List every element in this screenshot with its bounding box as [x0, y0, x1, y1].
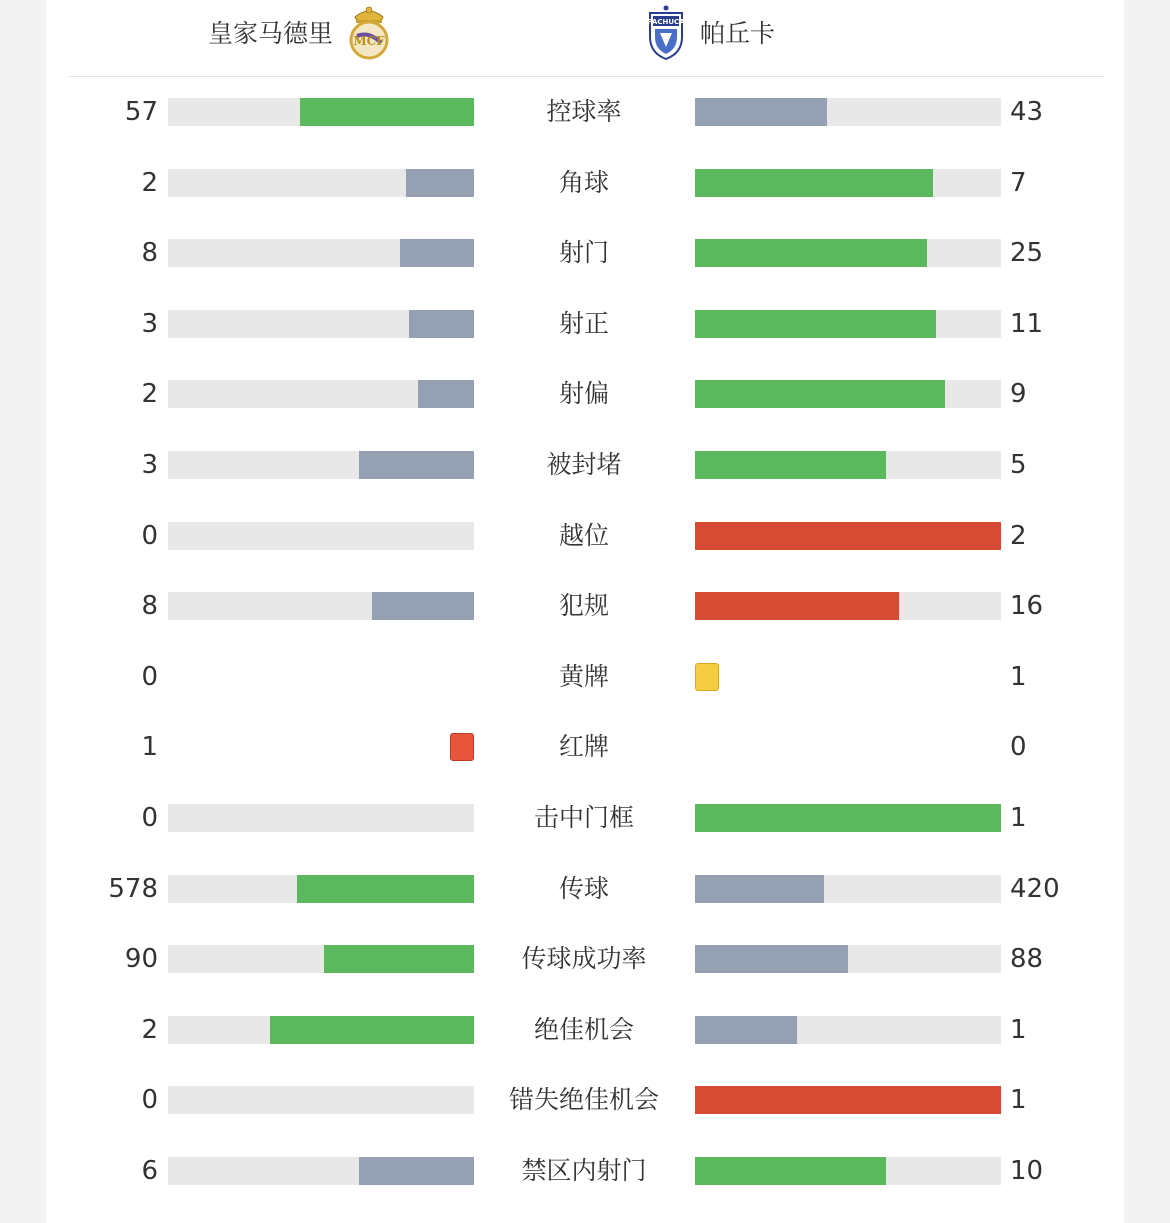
- away-stat-bar: [695, 169, 1001, 197]
- stat-row: [0, 304, 1170, 344]
- home-stat-bar: [168, 663, 474, 691]
- away-stat-bar: [695, 875, 1001, 903]
- home-stat-bar: [168, 592, 474, 620]
- away-stat-fill: [695, 169, 933, 197]
- stat-row: [0, 1080, 1170, 1120]
- away-stat-fill: [695, 451, 886, 479]
- home-team[interactable]: [208, 0, 391, 64]
- stat-row: [0, 869, 1170, 909]
- stat-label: 红牌: [558, 732, 609, 762]
- stat-row: [0, 163, 1170, 203]
- away-stat-value: 1: [1010, 661, 1027, 692]
- away-stat-bar: [695, 945, 1001, 973]
- home-stat-value: 0: [141, 661, 158, 692]
- away-stat-bar: [695, 98, 1001, 126]
- away-stat-bar: [695, 310, 1001, 338]
- yellow-card-icon: [695, 663, 719, 691]
- svg-text:MCF: MCF: [353, 34, 385, 48]
- pachuca-crest-icon: [646, 3, 686, 61]
- away-stat-fill: [695, 945, 848, 973]
- home-stat-fill: [300, 98, 474, 126]
- stat-label: 击中门框: [533, 803, 634, 832]
- away-stat-value: 11: [1010, 308, 1044, 339]
- home-stat-bar: [168, 169, 474, 197]
- stat-row: [0, 1010, 1170, 1050]
- stat-label: 被封堵: [546, 450, 622, 479]
- home-stat-value: 0: [141, 1085, 158, 1116]
- away-stat-fill: [695, 1157, 886, 1185]
- home-stat-value: 578: [108, 873, 158, 904]
- home-stat-value: 6: [141, 1156, 158, 1186]
- stat-label: 绝佳机会: [533, 1014, 634, 1044]
- home-stat-value: 0: [141, 803, 158, 833]
- home-stat-fill: [418, 380, 474, 408]
- home-stat-value: 2: [141, 379, 158, 410]
- home-stat-fill: [359, 451, 474, 479]
- away-stat-value: 10: [1010, 1156, 1044, 1186]
- away-stat-value: 7: [1010, 167, 1027, 198]
- away-stat-value: 43: [1010, 97, 1044, 127]
- away-stat-value: 88: [1010, 944, 1044, 975]
- home-stat-fill: [406, 169, 474, 197]
- away-stat-value: 1: [1010, 1085, 1027, 1116]
- home-stat-fill: [270, 1016, 474, 1044]
- away-stat-fill: [695, 522, 1001, 550]
- stat-label: 犯规: [558, 591, 609, 621]
- stat-label: 角球: [558, 167, 609, 197]
- stat-row: [0, 233, 1170, 273]
- away-stat-value: 9: [1010, 379, 1027, 410]
- away-stat-value: 5: [1010, 450, 1027, 480]
- stat-row: [0, 374, 1170, 414]
- home-stat-value: 8: [141, 238, 158, 269]
- home-stat-value: 3: [141, 450, 158, 480]
- away-stat-bar: [695, 1086, 1001, 1114]
- away-stat-bar: [695, 451, 1001, 479]
- home-stat-fill: [409, 310, 474, 338]
- home-stat-bar: [168, 310, 474, 338]
- away-stat-fill: [695, 380, 945, 408]
- away-stat-value: 1: [1010, 803, 1027, 833]
- home-stat-bar: [168, 733, 474, 761]
- home-stat-bar: [168, 98, 474, 126]
- away-stat-fill: [695, 1086, 1001, 1114]
- home-stat-bar: [168, 804, 474, 832]
- home-stat-bar: [168, 1157, 474, 1185]
- home-stat-value: 0: [141, 520, 158, 551]
- away-stat-fill: [695, 98, 827, 126]
- home-stat-value: 2: [141, 1014, 158, 1045]
- away-team-name: 帕丘卡: [700, 19, 776, 48]
- away-team[interactable]: [646, 0, 775, 64]
- home-stat-fill: [359, 1157, 474, 1185]
- home-stat-bar: [168, 945, 474, 973]
- stat-row: [0, 92, 1170, 132]
- stat-row: [0, 798, 1170, 838]
- away-stat-value: 1: [1010, 1014, 1027, 1045]
- stat-label: 射偏: [558, 379, 609, 409]
- away-stat-fill: [695, 804, 1001, 832]
- home-stat-bar: [168, 522, 474, 550]
- away-stat-fill: [695, 310, 936, 338]
- home-stat-value: 90: [124, 944, 158, 975]
- home-stat-fill: [372, 592, 474, 620]
- away-stat-bar: [695, 1157, 1001, 1185]
- away-stat-bar: [695, 663, 1001, 691]
- away-stat-bar: [695, 804, 1001, 832]
- stat-label: 控球率: [546, 97, 622, 126]
- away-stat-fill: [695, 592, 899, 620]
- away-stat-value: 16: [1010, 591, 1044, 622]
- away-stat-value: 2: [1010, 520, 1027, 551]
- stat-row: [0, 1151, 1170, 1191]
- stat-label: 射门: [558, 238, 609, 268]
- home-stat-bar: [168, 1016, 474, 1044]
- away-stat-value: 420: [1010, 873, 1060, 904]
- home-stat-value: 2: [141, 167, 158, 198]
- home-stat-bar: [168, 1086, 474, 1114]
- home-stat-value: 3: [141, 308, 158, 339]
- home-stat-bar: [168, 380, 474, 408]
- stat-label: 黄牌: [558, 661, 609, 691]
- away-stat-bar: [695, 380, 1001, 408]
- home-stat-value: 57: [124, 97, 158, 127]
- red-card-icon: [450, 733, 474, 761]
- stat-label: 传球: [558, 873, 609, 903]
- away-stat-bar: [695, 733, 1001, 761]
- home-team-name: 皇家马德里: [208, 19, 334, 48]
- home-stat-bar: [168, 239, 474, 267]
- home-stat-fill: [400, 239, 474, 267]
- stat-row: [0, 516, 1170, 556]
- stat-row: [0, 445, 1170, 485]
- away-stat-bar: [695, 239, 1001, 267]
- away-stat-bar: [695, 1016, 1001, 1044]
- away-stat-fill: [695, 875, 824, 903]
- home-stat-bar: [168, 875, 474, 903]
- home-stat-value: 8: [141, 591, 158, 622]
- away-stat-bar: [695, 592, 1001, 620]
- away-stat-fill: [695, 1016, 797, 1044]
- stat-label: 错失绝佳机会: [508, 1085, 659, 1115]
- home-stat-fill: [297, 875, 474, 903]
- away-stat-fill: [695, 239, 927, 267]
- stat-row: [0, 727, 1170, 767]
- stat-label: 禁区内射门: [521, 1156, 647, 1185]
- stat-label: 射正: [558, 308, 609, 338]
- stat-row: [0, 586, 1170, 626]
- stat-row: [0, 939, 1170, 979]
- home-stat-value: 1: [141, 732, 158, 763]
- away-stat-bar: [695, 522, 1001, 550]
- away-stat-value: 0: [1010, 732, 1027, 763]
- stat-label: 越位: [558, 520, 609, 550]
- stat-label: 传球成功率: [521, 944, 647, 974]
- real-madrid-crest-icon: [347, 3, 391, 61]
- stat-row: [0, 657, 1170, 697]
- away-stat-value: 25: [1010, 238, 1044, 269]
- home-stat-bar: [168, 451, 474, 479]
- svg-text:PACHUCA: PACHUCA: [647, 18, 685, 26]
- home-stat-fill: [324, 945, 474, 973]
